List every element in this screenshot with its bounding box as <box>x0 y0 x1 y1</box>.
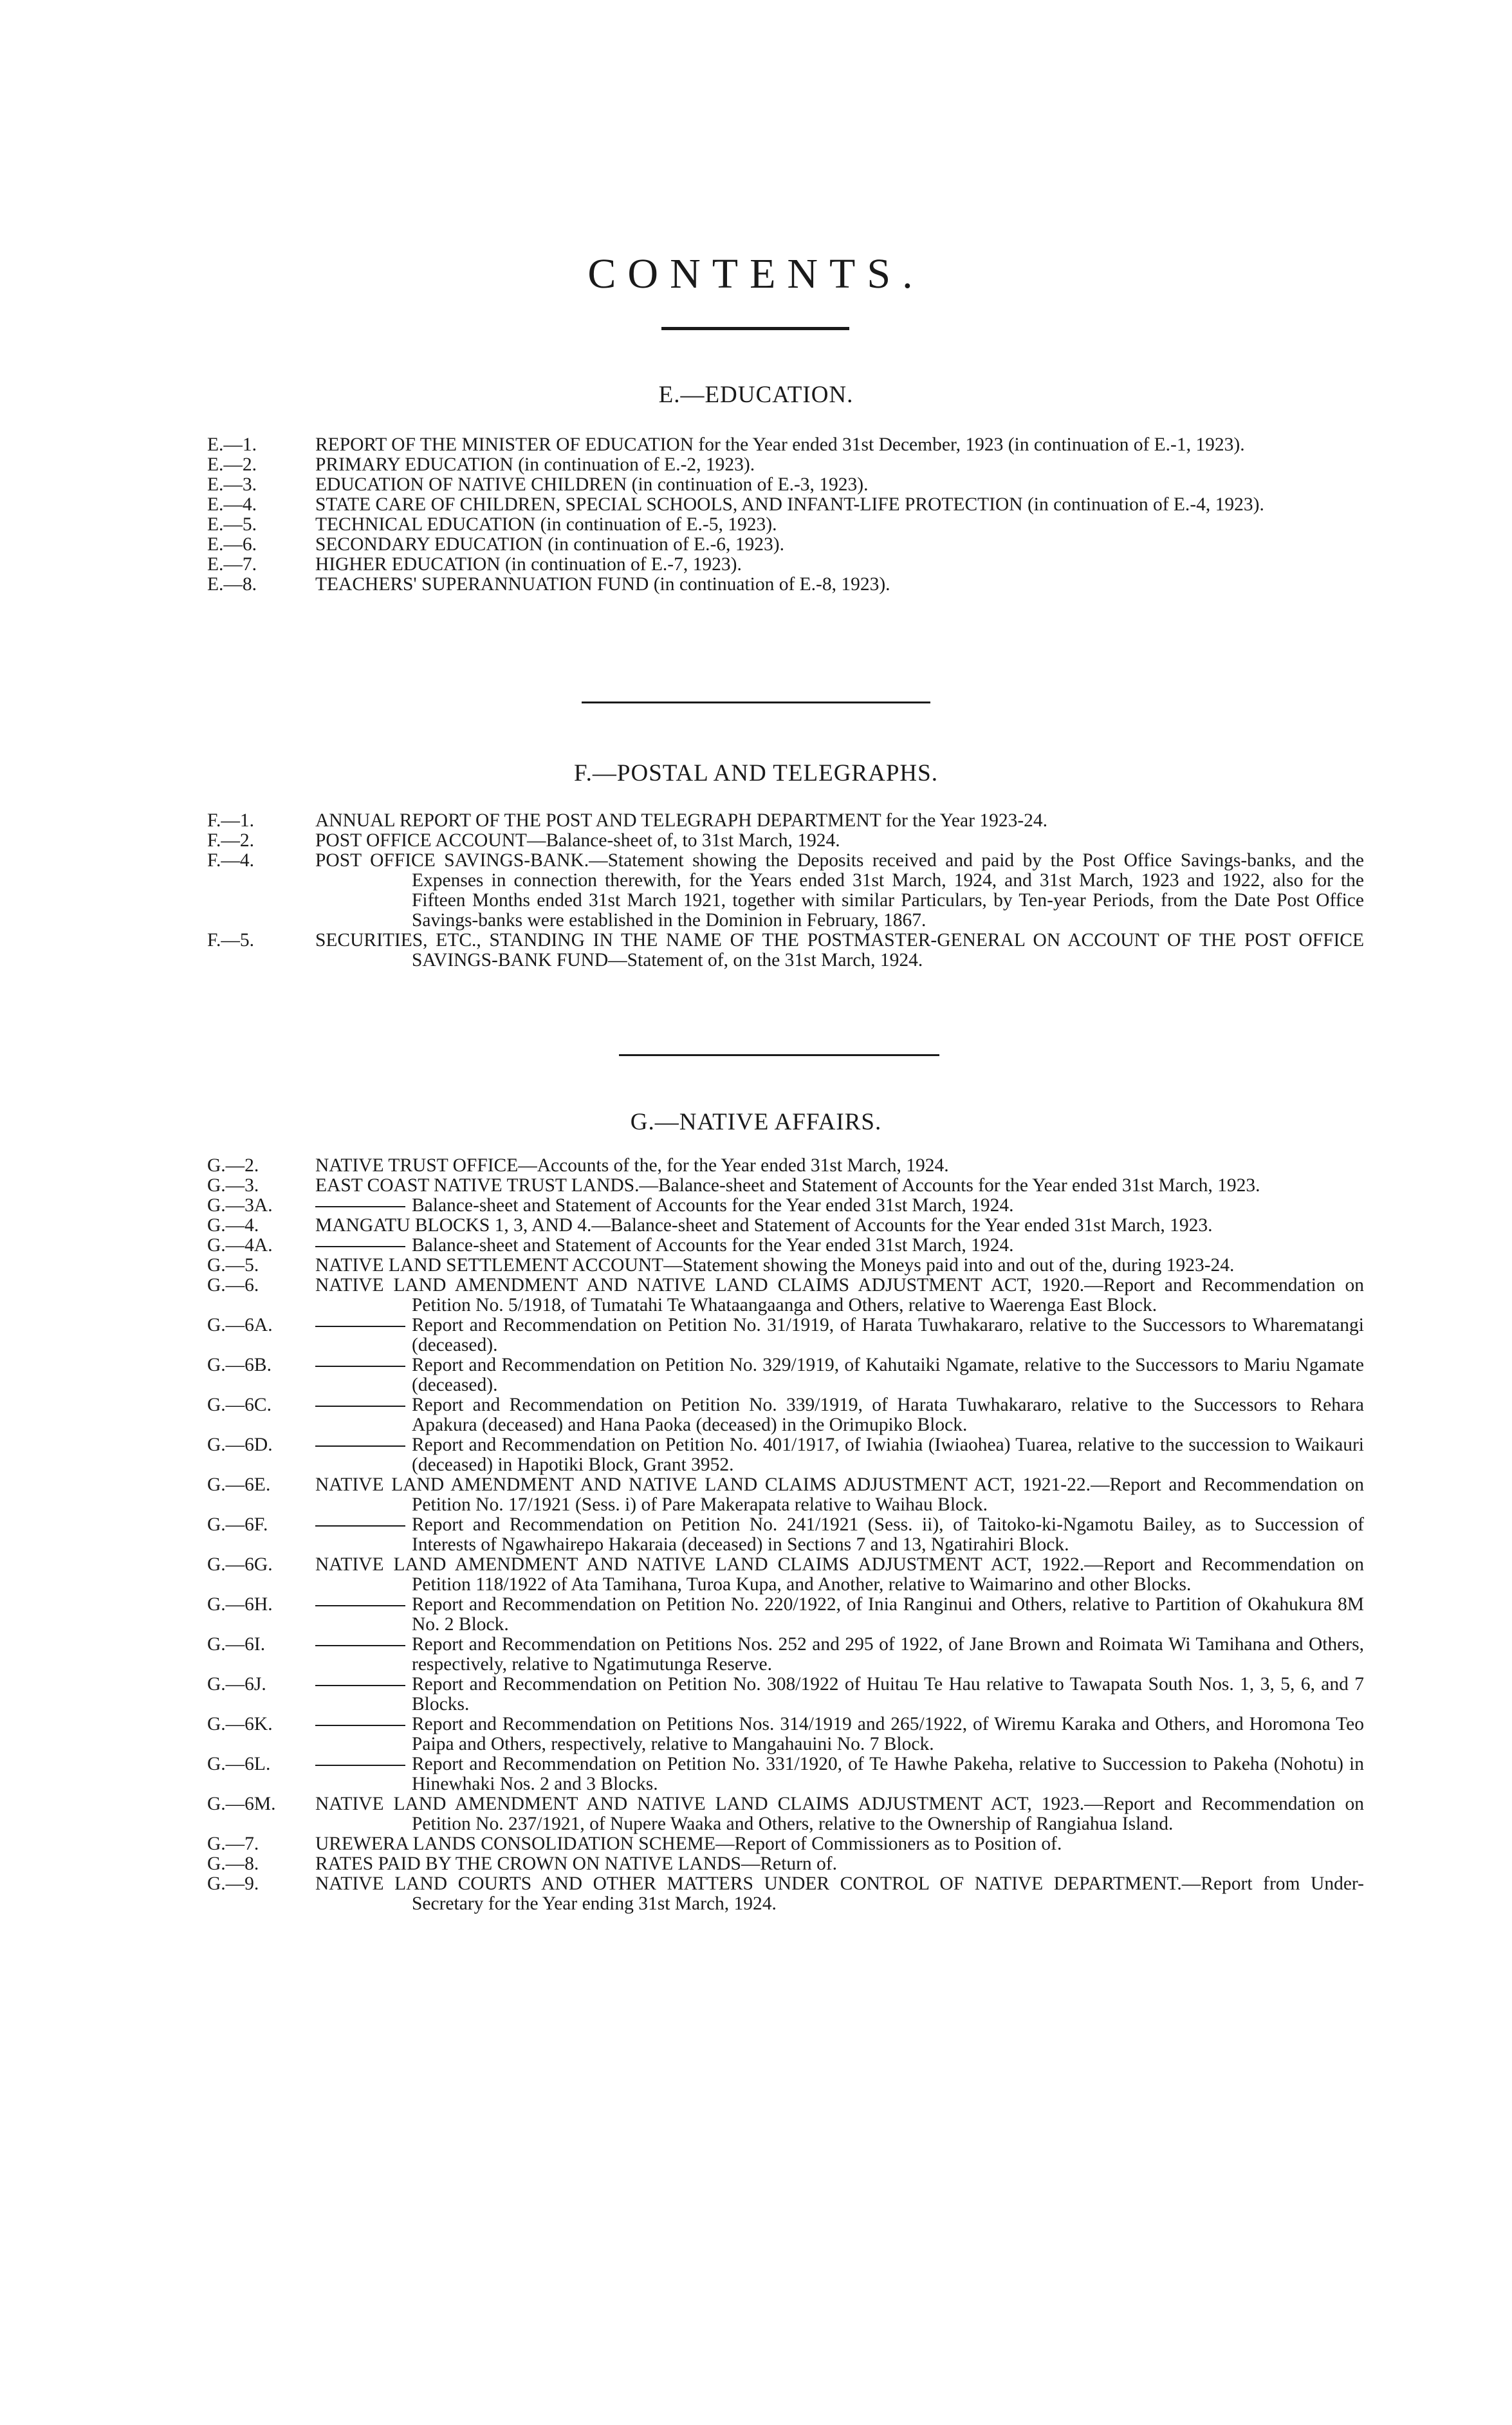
entry <box>0 1854 1512 1874</box>
entry-code: G.—7. <box>207 1834 259 1854</box>
entry-code: F.—1. <box>207 810 255 831</box>
entry <box>0 475 1512 495</box>
entry-code: G.—6H. <box>207 1594 273 1615</box>
entry <box>0 1874 1512 1914</box>
entry-text-content: Report and Recommendation on Petition No. 331/1920, of Te Hawhe Pakeha, relative to Succession to Pakeha (Nohotu) in Hinewhaki Nos. 2 and 3 Blocks. <box>412 1754 1364 1794</box>
ditto-dash <box>315 1445 405 1447</box>
page-title: CONTENTS. <box>587 250 925 297</box>
entry-text: STATE CARE OF CHILDREN, SPECIAL SCHOOLS, AND INFANT-LIFE PROTECTION (in continuation of E.-4, 1923). <box>315 494 1264 515</box>
ditto-dash <box>315 1765 405 1766</box>
entry <box>0 1675 1512 1714</box>
entry <box>0 1475 1512 1515</box>
entry-text-content: Report and Recommendation on Petitions Nos. 252 and 295 of 1922, of Jane Brown and Roimata Wi Tamihana and Others, respectively, relative to Ngatimutunga Reserve. <box>412 1634 1364 1675</box>
entry-code: G.—6C. <box>207 1395 272 1415</box>
section-education <box>0 435 1512 595</box>
entry <box>0 1315 1512 1355</box>
entry-text: HIGHER EDUCATION (in continuation of E.-7, 1923). <box>315 554 742 575</box>
entry-code: G.—5. <box>207 1255 259 1276</box>
entry-code: E.—8. <box>207 574 257 595</box>
section-postal <box>0 811 1512 971</box>
entry-text: TECHNICAL EDUCATION (in continuation of E.-5, 1923). <box>315 514 777 535</box>
entry-text: NATIVE LAND AMENDMENT AND NATIVE LAND CLAIMS ADJUSTMENT ACT, 1923.—Report and Recommendation on Petition No. 237/1921, of Nupere Waaka and Others, relative to the Ownership of Rangiahua Island. <box>315 1794 1364 1834</box>
entry <box>0 1595 1512 1635</box>
ditto-dash <box>315 1525 405 1527</box>
entry-text <box>315 1435 1364 1475</box>
entry <box>0 455 1512 475</box>
ditto-dash <box>315 1326 405 1327</box>
entry-code: E.—1. <box>207 434 257 455</box>
entry-text: NATIVE LAND SETTLEMENT ACCOUNT—Statement showing the Moneys paid into and out of the, during 1923-24. <box>315 1255 1235 1276</box>
section-native-affairs <box>0 1156 1512 1914</box>
entry-code: G.—6F. <box>207 1514 268 1535</box>
entry <box>0 831 1512 851</box>
section-heading-postal: F.—POSTAL AND TELEGRAPHS. <box>574 760 938 786</box>
entry-text-content: Report and Recommendation on Petition No. 308/1922 of Huitau Te Hau relative to Tawapata South Nos. 1, 3, 5, 6, and 7 Blocks. <box>412 1674 1364 1714</box>
entry <box>0 1714 1512 1754</box>
entry-text <box>315 1714 1364 1754</box>
entry-code: E.—7. <box>207 554 257 575</box>
entry-code: E.—6. <box>207 534 257 555</box>
entry-text: SECONDARY EDUCATION (in continuation of E.-6, 1923). <box>315 534 784 555</box>
entry-text: MANGATU BLOCKS 1, 3, AND 4.—Balance-sheet and Statement of Accounts for the Year ended 31st March, 1923. <box>315 1215 1213 1236</box>
section-divider <box>619 1054 939 1056</box>
entry-text: EAST COAST NATIVE TRUST LANDS.—Balance-sheet and Statement of Accounts for the Year ended 31st March, 1923. <box>315 1175 1260 1196</box>
entry <box>0 575 1512 595</box>
entry-text: EDUCATION OF NATIVE CHILDREN (in continuation of E.-3, 1923). <box>315 474 869 495</box>
entry-text <box>315 1196 1364 1216</box>
entry-text-content: Report and Recommendation on Petition No. 241/1921 (Sess. ii), of Taitoko-ki-Ngamotu Bailey, as to Succession of Interests of Ngawhairepo Hakaraia (deceased) in Sections 7 and 13, Ngatirahiri Block. <box>412 1514 1364 1555</box>
entry <box>0 1435 1512 1475</box>
ditto-dash <box>315 1725 405 1726</box>
entry-text <box>315 1595 1364 1635</box>
entry <box>0 1834 1512 1854</box>
entry-code: E.—3. <box>207 474 257 495</box>
entry-text <box>315 1315 1364 1355</box>
entry <box>0 1176 1512 1196</box>
entry-text: NATIVE LAND AMENDMENT AND NATIVE LAND CLAIMS ADJUSTMENT ACT, 1921-22.—Report and Recommendation on Petition No. 17/1921 (Sess. i) of Pare Makerapata relative to Waihau Block. <box>315 1474 1364 1515</box>
entry-text <box>315 1754 1364 1794</box>
entry-text <box>315 1635 1364 1675</box>
entry-text <box>315 1236 1364 1256</box>
entry-text: NATIVE TRUST OFFICE—Accounts of the, for the Year ended 31st March, 1924. <box>315 1155 949 1176</box>
entry-text: NATIVE LAND COURTS AND OTHER MATTERS UNDER CONTROL OF NATIVE DEPARTMENT.—Report from Under-Secretary for the Year ending 31st March, 1924. <box>315 1873 1364 1914</box>
entry <box>0 535 1512 555</box>
entry-text-content: Report and Recommendation on Petition No. 329/1919, of Kahutaiki Ngamate, relative to the Successors to Mariu Ngamate (deceased). <box>412 1355 1364 1395</box>
entry-text <box>315 1515 1364 1555</box>
section-divider <box>582 701 930 703</box>
entry-code: G.—6B. <box>207 1355 272 1375</box>
entry-text-content: Report and Recommendation on Petition No. 339/1919, of Harata Tuwhakararo, relative to the Successors to Rehara Apakura (deceased) and Hana Paoka (deceased) in the Orimupiko Block. <box>412 1395 1364 1435</box>
entry-code: E.—4. <box>207 494 257 515</box>
entry-code: G.—4. <box>207 1215 259 1236</box>
entry <box>0 1395 1512 1435</box>
entry-code: G.—6L. <box>207 1754 271 1774</box>
entry-code: F.—2. <box>207 830 255 851</box>
entry-text: NATIVE LAND AMENDMENT AND NATIVE LAND CLAIMS ADJUSTMENT ACT, 1920.—Report and Recommendation on Petition No. 5/1918, of Tumatahi Te Whataangaanga and Others, relative to Waerenga East Block. <box>315 1275 1364 1315</box>
entry <box>0 1156 1512 1176</box>
entry-code: G.—6G. <box>207 1554 273 1575</box>
entry <box>0 931 1512 971</box>
ditto-dash <box>315 1406 405 1407</box>
entry <box>0 1555 1512 1595</box>
entry <box>0 811 1512 831</box>
entry-text: PRIMARY EDUCATION (in continuation of E.-2, 1923). <box>315 454 755 475</box>
entry-code: G.—3. <box>207 1175 259 1196</box>
entry-code: G.—6M. <box>207 1794 276 1814</box>
entry <box>0 1236 1512 1256</box>
entry-text-content: Report and Recommendation on Petitions Nos. 314/1919 and 265/1922, of Wiremu Karaka and Others, and Horomona Teo Paipa and Others, respectively, relative to Mangahauini No. 7 Block. <box>412 1714 1364 1754</box>
entry <box>0 1355 1512 1395</box>
entry <box>0 1794 1512 1834</box>
entry <box>0 1256 1512 1276</box>
entry-code: G.—6. <box>207 1275 259 1296</box>
entry-code: G.—8. <box>207 1854 259 1874</box>
entry-text: RATES PAID BY THE CROWN ON NATIVE LANDS—Return of. <box>315 1854 837 1874</box>
entry-text: NATIVE LAND AMENDMENT AND NATIVE LAND CLAIMS ADJUSTMENT ACT, 1922.—Report and Recommendation on Petition 118/1922 of Ata Tamihana, Turoa Kupa, and Another, relative to Waimarino and other Blocks. <box>315 1554 1364 1595</box>
ditto-dash <box>315 1366 405 1367</box>
ditto-dash <box>315 1206 405 1207</box>
entry-code: G.—6K. <box>207 1714 273 1734</box>
section-heading-native-affairs: G.—NATIVE AFFAIRS. <box>630 1109 882 1135</box>
entry-text <box>315 1675 1364 1714</box>
entry-text <box>315 1355 1364 1395</box>
entry <box>0 555 1512 575</box>
entry-text: ANNUAL REPORT OF THE POST AND TELEGRAPH DEPARTMENT for the Year 1923-24. <box>315 810 1048 831</box>
title-rule <box>661 327 849 330</box>
entry-code: G.—6E. <box>207 1474 271 1495</box>
ditto-dash <box>315 1605 405 1606</box>
entry-code: G.—9. <box>207 1873 259 1894</box>
entry-code: G.—6J. <box>207 1674 266 1695</box>
entry-text: UREWERA LANDS CONSOLIDATION SCHEME—Report of Commissioners as to Position of. <box>315 1834 1062 1854</box>
section-heading-education: E.—EDUCATION. <box>658 382 854 408</box>
entry-text-content: Balance-sheet and Statement of Accounts for the Year ended 31st March, 1924. <box>412 1235 1014 1256</box>
entry-text: POST OFFICE SAVINGS-BANK.—Statement showing the Deposits received and paid by the Post Office Savings-banks, and the Expenses in connection therewith, for the Years ended 31st March, 1924, and 31st March, 1923 and 1922, also for the Fifteen Months ended 31st March 1921, together with similar Particulars, by Ten-year Periods, from the Date Post Office Savings-banks were established in the Dominion in February, 1867. <box>315 850 1364 931</box>
entry-code: G.—6A. <box>207 1315 273 1335</box>
entry-code: G.—2. <box>207 1155 259 1176</box>
entry-text: POST OFFICE ACCOUNT—Balance-sheet of, to 31st March, 1924. <box>315 830 840 851</box>
ditto-dash <box>315 1645 405 1646</box>
entry <box>0 1216 1512 1236</box>
entry <box>0 1276 1512 1315</box>
entry-code: G.—4A. <box>207 1235 273 1256</box>
entry-text <box>315 1395 1364 1435</box>
entry-code: E.—2. <box>207 454 257 475</box>
entry-text-content: Balance-sheet and Statement of Accounts for the Year ended 31st March, 1924. <box>412 1195 1014 1216</box>
entry <box>0 851 1512 931</box>
entry-text-content: Report and Recommendation on Petition No. 401/1917, of Iwiahia (Iwiaohea) Tuarea, relative to the succession to Waikauri (deceased) in Hapotiki Block, Grant 3952. <box>412 1435 1364 1475</box>
entry-code: F.—5. <box>207 930 255 951</box>
entry-text: REPORT OF THE MINISTER OF EDUCATION for the Year ended 31st December, 1923 (in continuation of E.-1, 1923). <box>315 434 1245 455</box>
entry <box>0 1196 1512 1216</box>
entry-code: G.—6I. <box>207 1634 266 1655</box>
ditto-dash <box>315 1246 405 1247</box>
entry-text: SECURITIES, ETC., STANDING IN THE NAME OF THE POSTMASTER-GENERAL ON ACCOUNT OF THE POST OFFICE SAVINGS-BANK FUND—Statement of, on the 31st March, 1924. <box>315 930 1364 971</box>
entry-code: G.—3A. <box>207 1195 273 1216</box>
entry <box>0 495 1512 515</box>
entry-text: TEACHERS' SUPERANNUATION FUND (in continuation of E.-8, 1923). <box>315 574 890 595</box>
entry <box>0 1515 1512 1555</box>
entry-code: E.—5. <box>207 514 257 535</box>
entry <box>0 1754 1512 1794</box>
entry-text-content: Report and Recommendation on Petition No. 220/1922, of Inia Ranginui and Others, relative to Partition of Okahukura 8M No. 2 Block. <box>412 1594 1364 1635</box>
entry <box>0 1635 1512 1675</box>
entry-code: G.—6D. <box>207 1435 273 1455</box>
entry-code: F.—4. <box>207 850 255 871</box>
entry <box>0 435 1512 455</box>
entry-text-content: Report and Recommendation on Petition No. 31/1919, of Harata Tuwhakararo, relative to the Successors to Wharematangi (deceased). <box>412 1315 1364 1355</box>
entry <box>0 515 1512 535</box>
ditto-dash <box>315 1685 405 1686</box>
